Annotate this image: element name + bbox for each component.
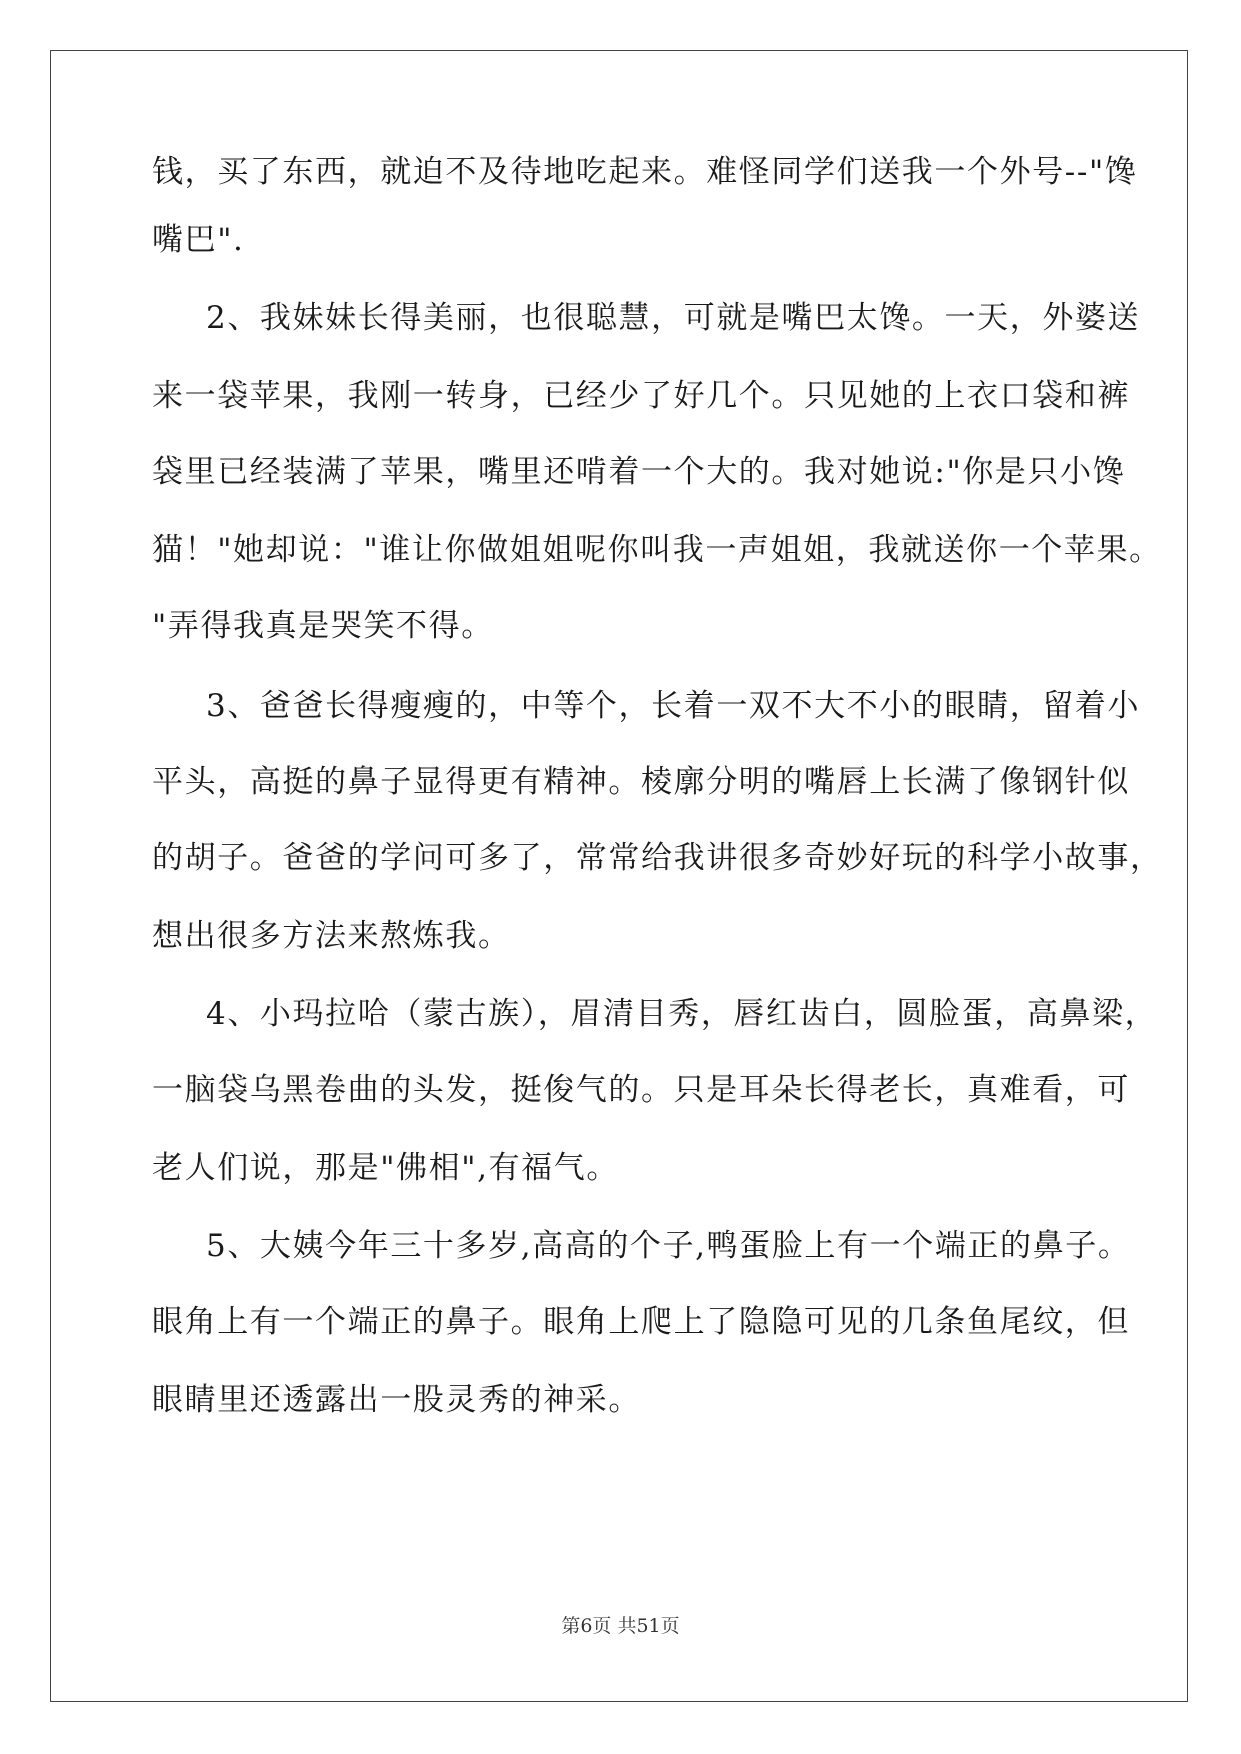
paragraph-line: 3、爸爸长得瘦瘦的，中等个，长着一双不大不小的眼睛，留着小 (206, 688, 1141, 724)
paragraph-line: 老人们说，那是"佛相",有福气。 (152, 1150, 619, 1186)
page-number-footer: 第6页 共51页 (561, 1615, 680, 1637)
paragraph-line: 一脑袋乌黑卷曲的头发，挺俊气的。只是耳朵长得老长，真难看，可 (152, 1072, 1130, 1108)
paragraph-line: 5、大姨今年三十多岁,高高的个子,鸭蛋脸上有一个端正的鼻子。 (206, 1228, 1131, 1264)
paragraph-line: 2、我妹妹长得美丽，也很聪慧，可就是嘴巴太馋。一天，外婆送 (206, 300, 1141, 336)
paragraph-line: 猫！"她却说："谁让你做姐姐呢你叫我一声姐姐，我就送你一个苹果。 (152, 532, 1162, 568)
paragraph-line: 眼角上有一个端正的鼻子。眼角上爬上了隐隐可见的几条鱼尾纹，但 (152, 1304, 1130, 1340)
paragraph-line: 眼睛里还透露出一股灵秀的神采。 (152, 1382, 641, 1418)
paragraph-line: 4、小玛拉哈（蒙古族），眉清目秀，唇红齿白，圆脸蛋，高鼻梁， (206, 996, 1158, 1032)
paragraph-line: 的胡子。爸爸的学问可多了，常常给我讲很多奇妙好玩的科学小故事， (152, 840, 1163, 876)
paragraph-line: 袋里已经装满了苹果，嘴里还啃着一个大的。我对她说:"你是只小馋 (152, 454, 1126, 490)
paragraph-line: 来一袋苹果，我刚一转身，已经少了好几个。只见她的上衣口袋和裤 (152, 378, 1130, 414)
paragraph-line: 嘴巴". (152, 222, 245, 258)
paragraph-line: 想出很多方法来熬炼我。 (152, 918, 511, 954)
paragraph-line: 钱，买了东西，就迫不及待地吃起来。难怪同学们送我一个外号--"馋 (152, 154, 1138, 190)
paragraph-line: "弄得我真是哭笑不得。 (152, 608, 494, 644)
paragraph-line: 平头，高挺的鼻子显得更有精神。棱廓分明的嘴唇上长满了像钢针似 (152, 764, 1130, 800)
